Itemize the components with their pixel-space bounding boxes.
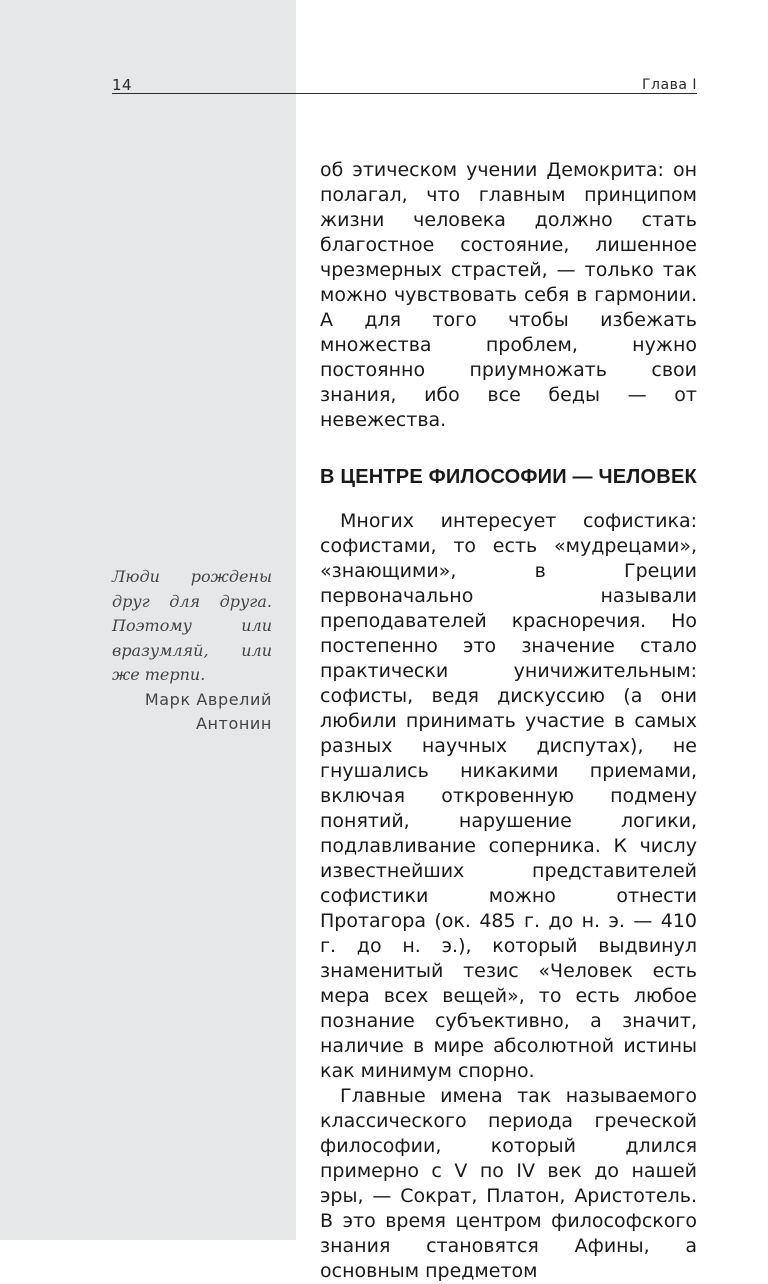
quote-author-line-2: Антонин <box>195 714 272 733</box>
quote-author-line-1: Марк Аврелий <box>144 689 272 709</box>
main-text-column <box>320 158 697 1284</box>
body-paragraph-1: об этическом учении Демокрита: он полагал, что главным принципом жизни человека должно стать благостное состояние, лишенное чрезмерных страстей, — только так можно чувствовать себя в гармонии. А для того чтобы избежать множества проблем, нужно постоянно приумножать свои знания, ибо все беды — от невежества. <box>320 159 697 431</box>
quote-text: Люди рождены друг для друга. Поэтому или вразумляй, или же терпи. <box>112 567 272 684</box>
section-heading: В ЦЕНТРЕ ФИЛОСОФИИ — ЧЕЛОВЕК <box>320 466 697 488</box>
header-rule <box>112 93 697 94</box>
running-head-chapter: Глава I <box>642 77 697 93</box>
sidebar-quote <box>112 565 272 737</box>
page-number: 14 <box>112 76 133 94</box>
body-paragraph-3: Главные имена так называемого классического периода греческой философии, который длился примерно с V по IV век до нашей эры, — Сократ, Платон, Аристотель. В это время центром философского знания становятся Афины, а основным предметом <box>320 1085 697 1282</box>
body-paragraph-2: Многих интересует софистика: софистами, то есть «мудрецами», «знающими», в Греции первоначально называли преподавателей красноречия. Но постепенно это значение стало практически уничижительным: софисты, ведя дискуссию (а они любили принимать участие в самых разных научных диспутах), не гнушались никакими приемами, включая откровенную подмену понятий, нарушение логики, подлавливание соперника. К числу известнейших представителей софистики можно отнести Протагора (ок. 485 г. до н. э. — 410 г. до н. э.), который выдвинул знаменитый тезис «Человек есть мера всех вещей», то есть любое познание субъективно, а значит, наличие в мире абсолютной истины как минимум спорно. <box>320 510 697 1082</box>
